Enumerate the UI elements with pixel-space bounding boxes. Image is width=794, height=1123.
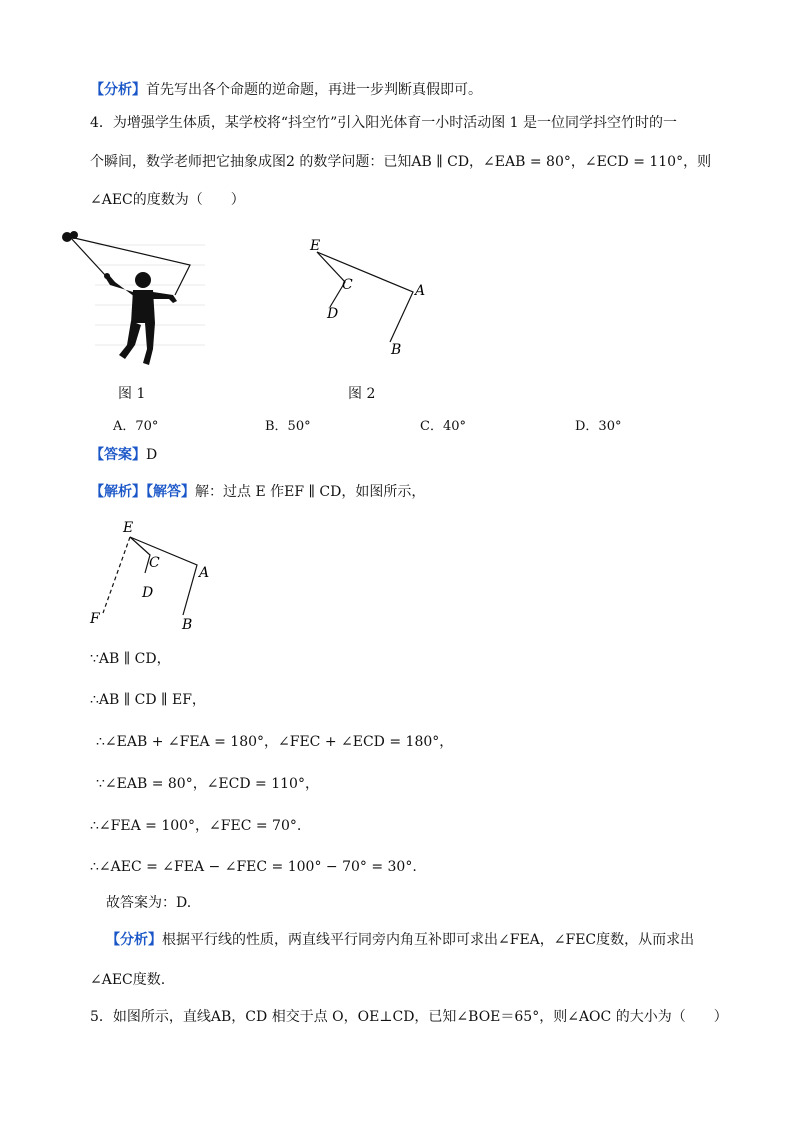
prev-analysis: [90, 80, 482, 100]
fig2-label-A: A: [415, 283, 426, 299]
fig2-label-B: B: [391, 342, 402, 358]
solution-intro-text: 解：过点 E 作EF ∥ CD，如图所示，: [195, 484, 426, 500]
figure-2-diagram: [305, 232, 445, 362]
q4-line-3: ∠AEC的度数为（ ）: [90, 192, 245, 208]
fig2-label-E: E: [310, 238, 321, 254]
fig3-label-E: E: [123, 520, 134, 536]
option-a: A．70°: [113, 419, 159, 434]
option-d: D．30°: [575, 419, 622, 434]
fig3-label-D: D: [142, 585, 154, 601]
figure-3-diagram: [85, 515, 225, 635]
fig3-label-A: A: [199, 565, 210, 581]
solution-step-7: 故答案为：D.: [106, 895, 192, 911]
fig2-label-D: D: [327, 306, 339, 322]
answer-line: [90, 445, 157, 465]
fig2-label-C: C: [342, 277, 353, 293]
solution-step-6: ∴∠AEC = ∠FEA − ∠FEC = 100° − 70° = 30°.: [90, 859, 417, 875]
analysis-2-text-1: 根据平行线的性质，两直线平行同旁内角互补即可求出∠FEA，∠FEC度数，从而求出: [162, 932, 695, 948]
q5-line: 5．如图所示，直线AB，CD 相交于点 O，OE⊥CD，已知∠BOE＝65°，则∠AOC 的大小为（ ）: [90, 1009, 728, 1025]
figure-1-silhouette: [55, 225, 215, 370]
option-b: B．50°: [265, 419, 311, 434]
solution-step-1: ∵AB ∥ CD，: [90, 651, 171, 667]
figure-2-caption: 图 2: [348, 386, 376, 402]
solution-step-2: ∴AB ∥ CD ∥ EF，: [90, 692, 206, 708]
answer-detail-tag: 【解答】: [146, 484, 195, 500]
analysis-2-line-1: [106, 930, 694, 950]
fig3-label-B: B: [182, 617, 193, 633]
analysis-2-tag: 【分析】: [106, 932, 162, 948]
figure-1-caption: 图 1: [118, 386, 146, 402]
analysis-text: 首先写出各个命题的逆命题，再进一步判断真假即可。: [146, 82, 482, 98]
analysis-2-line-2: ∠AEC度数.: [90, 972, 166, 988]
solution-step-3: ∴∠EAB + ∠FEA = 180°，∠FEC + ∠ECD = 180°，: [96, 734, 454, 750]
answer-tag: 【答案】: [90, 447, 146, 463]
solution-tag: 【解析】: [90, 484, 146, 500]
solution-step-5: ∴∠FEA = 100°，∠FEC = 70°.: [90, 818, 302, 834]
analysis-tag: 【分析】: [90, 82, 146, 98]
fig3-label-F: F: [90, 611, 100, 627]
fig3-label-C: C: [149, 555, 160, 571]
solution-step-4: ∵∠EAB = 80°，∠ECD = 110°，: [96, 776, 319, 792]
option-c: C．40°: [420, 419, 466, 434]
q4-line-2: 个瞬间，数学老师把它抽象成图2 的数学问题：已知AB ∥ CD，∠EAB = 80°，∠ECD = 110°，则: [90, 154, 712, 170]
answer-value: D: [146, 447, 158, 463]
q4-line-1: 4．为增强学生体质，某学校将“抖空竹”引入阳光体育一小时活动图 1 是一位同学抖空竹时的一: [90, 115, 678, 131]
solution-intro: [90, 482, 425, 502]
